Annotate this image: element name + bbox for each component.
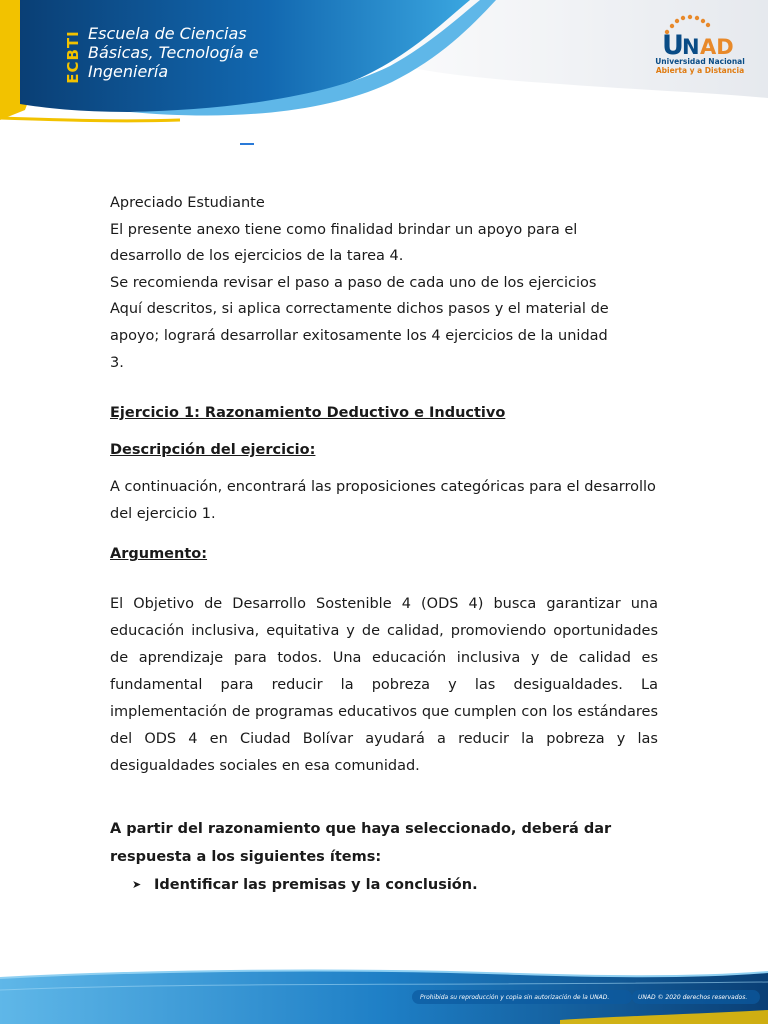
bullet-text: Identificar las premisas y la conclusión.	[154, 877, 478, 894]
intro-line: desarrollo de los ejercicios de la tarea 4.	[110, 248, 404, 265]
description-heading: Descripción del ejercicio:	[110, 442, 316, 459]
intro-line: apoyo; logrará desarrollar exitosamente los 4 ejercicios de la unidad	[110, 327, 608, 344]
intro-line: Aquí descritos, si aplica correctamente dichos pasos y el material de	[110, 301, 609, 318]
university-subtitle: Abierta y a Distancia	[655, 66, 745, 75]
university-name: Universidad Nacional	[655, 57, 745, 66]
footer-wave-banner	[0, 960, 768, 1024]
unad-logo	[650, 14, 750, 84]
instruction-text: A partir del razonamiento que haya seleccionado, deberá dar respuesta a los siguientes ítems:	[110, 821, 612, 865]
blue-dash-mark	[240, 143, 254, 145]
svg-text:AD: AD	[700, 35, 734, 58]
school-name-line: Escuela de Ciencias	[88, 24, 247, 43]
arrow-bullet-icon: ➤	[132, 878, 142, 892]
description-text: A continuación, encontrará las proposiciones categóricas para el desarrollo del ejercicio 1.	[110, 479, 656, 523]
bullet-item	[110, 875, 658, 895]
intro-line: El presente anexo tiene como finalidad brindar un apoyo para el	[110, 221, 578, 238]
unad-logo-mark	[650, 14, 750, 58]
argument-heading: Argumento:	[110, 546, 208, 563]
svg-text:N: N	[682, 35, 700, 58]
page-footer	[0, 960, 768, 1024]
document-body	[110, 190, 658, 895]
intro-section	[110, 190, 658, 376]
intro-line: Se recomienda revisar el paso a paso de cada uno de los ejercicios	[110, 274, 597, 291]
rights-notice: UNAD © 2020 derechos reservados.	[638, 994, 748, 1001]
school-name-line: Ingeniería	[88, 62, 169, 81]
copyright-notice: Prohibida su reproducción y copia sin autorización de la UNAD.	[420, 994, 610, 1001]
greeting: Apreciado Estudiante	[110, 195, 265, 211]
exercise-title: Ejercicio 1: Razonamiento Deductivo e Inductivo	[110, 405, 506, 422]
page-header	[0, 0, 768, 130]
svg-text:U: U	[662, 30, 684, 58]
argument-text: El Objetivo de Desarrollo Sostenible 4 (ODS 4) busca garantizar una educación inclusiva, equitativa y de calidad, promoviendo oportunidades de aprendizaje para todos. Una educación inclusiva y de calidad es fundamental para reducir la pobreza y las desigualdades. La implementación de programas educativos que cumplen con los estándares del ODS 4 en Ciudad Bolívar ayudará a reducir la pobreza y las desigualdades sociales en esa comunidad.	[110, 596, 658, 775]
intro-line: 3.	[110, 354, 124, 371]
school-name	[88, 24, 308, 81]
school-name-line: Básicas, Tecnología e	[88, 43, 259, 62]
ecbti-vertical-tag: ECBTI	[64, 30, 83, 84]
